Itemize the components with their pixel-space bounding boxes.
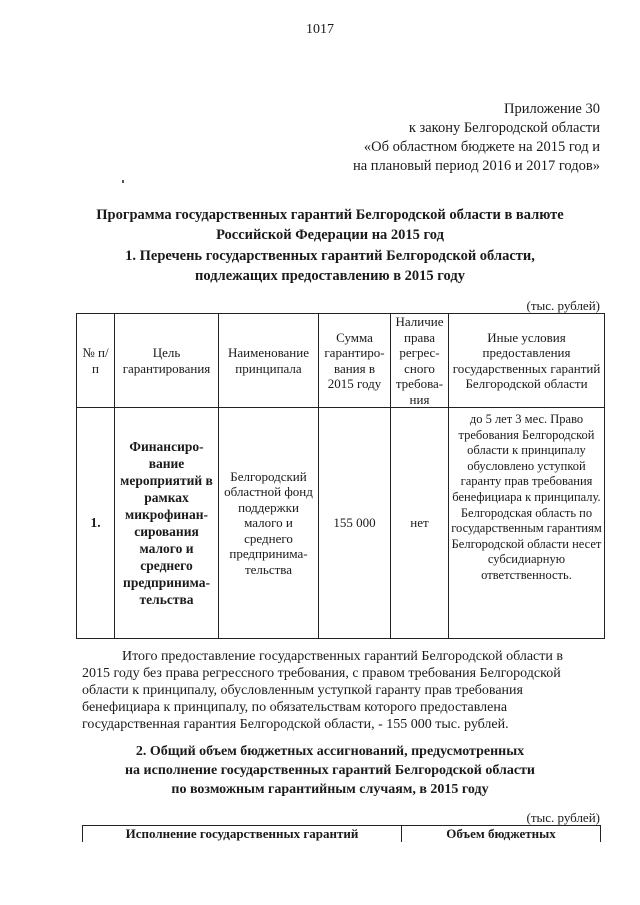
header-amount: Сумма гарантиро-вания в 2015 году [319,314,391,408]
header-regress: Наличие права регрес-сного требова-ния [391,314,449,408]
cell-principal: Белгородский областной фонд поддержки малого и среднего предпринима-тельства [219,408,319,639]
appendix-line: к закону Белгородской области [408,120,600,136]
page-number: 1017 [306,22,334,37]
summary-paragraph [82,648,602,733]
appendix-line: «Об областном бюджете на 2015 год и [363,139,600,155]
header-execution: Исполнение государственных гарантий [83,826,402,843]
cell-num: 1. [77,408,115,639]
heading-line: на исполнение государственных гарантий Белгородской области [124,763,535,778]
header-num: № п/п [77,314,115,408]
scan-mark [122,180,124,183]
heading-line: по возможным гарантийным случаям, в 2015 году [171,782,489,797]
header-goal: Цель гарантирования [115,314,219,408]
cell-regress: нет [391,408,449,639]
units-label: (тыс. рублей) [526,298,600,313]
title-line: Программа государственных гарантий Белгородской области в валюте [96,207,564,223]
cell-conditions: до 5 лет 3 мес. Право требования Белгородской области к принципалу обусловлено уступкой гаранту прав требования бенефициара к принципалу. Белгородская область по государственным гарантиям Белгородской области несет субсидиарную ответственность. [449,408,605,639]
header-principal: Наименование принципала [219,314,319,408]
appendix-line: на плановый период 2016 и 2017 годов» [352,158,600,174]
table-header-row [77,314,605,408]
summary-line: государственная гарантия Белгородской области, - 155 000 тыс. рублей. [82,717,509,732]
cell-goal: Финансиро-вание мероприятий в рамках микрофинан-сирования малого и среднего предпринима-тельства [115,408,219,639]
appendix-line: Приложение 30 [504,101,600,117]
section-1-heading [60,246,600,286]
table-row [77,408,605,639]
heading-line: подлежащих предоставлению в 2015 году [195,268,465,284]
summary-line: бенефициара к принципалу, по обязательствам которого предоставлена [82,700,508,715]
section-2-heading [60,742,600,799]
guarantees-table [76,313,605,639]
heading-line: 1. Перечень государственных гарантий Белгородской области, [125,248,535,264]
budget-table [82,825,601,842]
cell-amount: 155 000 [319,408,391,639]
table-header-row [83,826,601,843]
document-title [60,205,600,245]
units-label: (тыс. рублей) [526,810,600,825]
title-line: Российской Федерации на 2015 год [216,227,444,243]
summary-line: 2015 году без права регрессного требования, с правом требования Белгородской [82,666,561,681]
header-conditions: Иные условия предоставления государственных гарантий Белгородской области [449,314,605,408]
summary-line: Итого предоставление государственных гарантий Белгородской области в [122,649,563,664]
appendix-header [353,100,600,176]
header-volume: Объем бюджетных [402,826,601,843]
heading-line: 2. Общий объем бюджетных ассигнований, предусмотренных [135,744,525,759]
summary-line: области к принципалу, обусловленным уступкой гаранту прав требования [82,683,523,698]
